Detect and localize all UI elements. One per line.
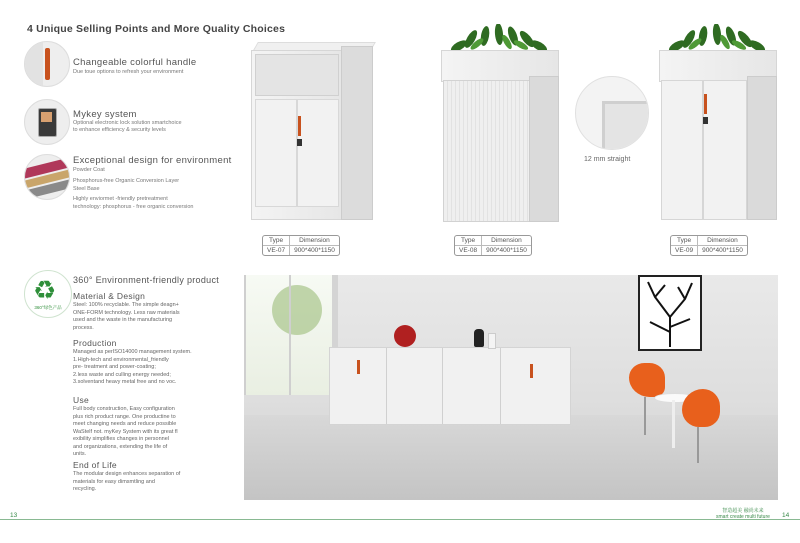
footer-slogan: 智造超美 融尚未来 smart create multi future — [716, 508, 770, 520]
orange-chair-left — [629, 363, 665, 397]
cabinet-row — [329, 347, 571, 425]
edge-detail-image — [575, 76, 649, 150]
recycle-icon: ♻ — [33, 275, 57, 305]
section-title-material: Material & Design — [73, 291, 146, 301]
layers-thumbnail — [24, 154, 70, 200]
layer-label: Steel Base — [73, 186, 100, 192]
handle-thumbnail — [24, 41, 70, 87]
footer-rule — [0, 519, 800, 520]
spec-code: VE-07 — [263, 246, 290, 256]
spec-dimension: 900*400*1150 — [486, 247, 527, 254]
cabinet-ve09 — [659, 24, 777, 222]
spec-dimension: 900*400*1150 — [702, 247, 743, 254]
feature-desc: technology: phosphorus - free organic conversion — [73, 204, 194, 210]
orange-chair-right — [682, 389, 720, 427]
wall-art — [638, 275, 702, 351]
layer-label: Phosphorus-free Organic Conversion Layer — [73, 178, 180, 184]
page-number-left: 13 — [10, 512, 18, 519]
cabinet-ve07 — [251, 42, 373, 220]
feature-title: Changeable colorful handle — [73, 57, 197, 68]
section-title-production: Production — [73, 338, 117, 348]
black-figurine-decor — [474, 329, 484, 347]
section-body-material: Steel: 100% recyclable. The simple deagn+ ONE-FORM technology. Less raw materials used and the waste in the manufacturing process. — [73, 302, 180, 331]
section-title-end-of-life: End of Life — [73, 460, 117, 470]
page-title: 4 Unique Selling Points and More Quality Choices — [27, 23, 286, 35]
feature-desc: Optional electronic lock solution smartchoice — [73, 120, 182, 126]
feature-desc: Due toue options to refresh your environment — [73, 69, 184, 75]
section-body-use: Full body construction, Easy configuration plus rich product range. One productine to meet changing needs and reduce possible WaStelf not. myKey System with its great fl exibility simplifies changes in personnel and organizations, extending the life of units. — [73, 406, 178, 457]
cabinet-ve08 — [441, 24, 559, 222]
layer-label: Powder Coat — [73, 167, 105, 173]
spec-code: VE-09 — [671, 246, 698, 256]
spec-code: VE-08 — [455, 246, 482, 256]
eco-badge-label: 360°绿色产品 — [34, 305, 62, 310]
spec-box-ve07 — [262, 235, 340, 256]
feature-desc: to enhance efficiency & security levels — [73, 127, 166, 133]
spec-box-ve09 — [670, 235, 748, 256]
feature-title: Mykey system — [73, 109, 137, 120]
detail-caption: 12 mm straight — [584, 156, 631, 163]
spec-type-label: Type — [671, 236, 698, 246]
plant-icon — [449, 24, 549, 52]
spec-box-ve08 — [454, 235, 532, 256]
spec-dimension-label: Dimension — [290, 236, 339, 246]
section-body-end-of-life: The modular design enhances separation of materials for easy dimsmtling and recycling. — [73, 471, 181, 492]
spec-type-label: Type — [455, 236, 482, 246]
section-body-production: Managed as perISO14000 management system. 1.High-tech and environmental_friendly pre- treatment and power-coating; 2.less waste and culling energy needed; 3.solventand heavy metal free and no voc. — [73, 349, 192, 385]
tree-outside — [272, 285, 322, 335]
mykey-thumbnail — [24, 99, 70, 145]
eco-heading: 360° Environment-friendly product — [73, 275, 220, 285]
spec-dimension-label: Dimension — [482, 236, 531, 246]
eco-badge — [24, 270, 72, 318]
room-scene-photo — [244, 275, 778, 500]
section-title-use: Use — [73, 395, 90, 405]
plant-icon — [667, 24, 767, 52]
spec-dimension-label: Dimension — [698, 236, 747, 246]
feature-title: Exceptional design for environment — [73, 155, 232, 166]
spec-type-label: Type — [263, 236, 290, 246]
red-sphere-decor — [394, 325, 416, 347]
feature-desc: Highly enviormet -friendly pretreatment — [73, 196, 168, 202]
page-number-right: 14 — [782, 512, 790, 519]
spec-dimension: 900*400*1150 — [294, 247, 335, 254]
white-vase-decor — [488, 333, 496, 349]
